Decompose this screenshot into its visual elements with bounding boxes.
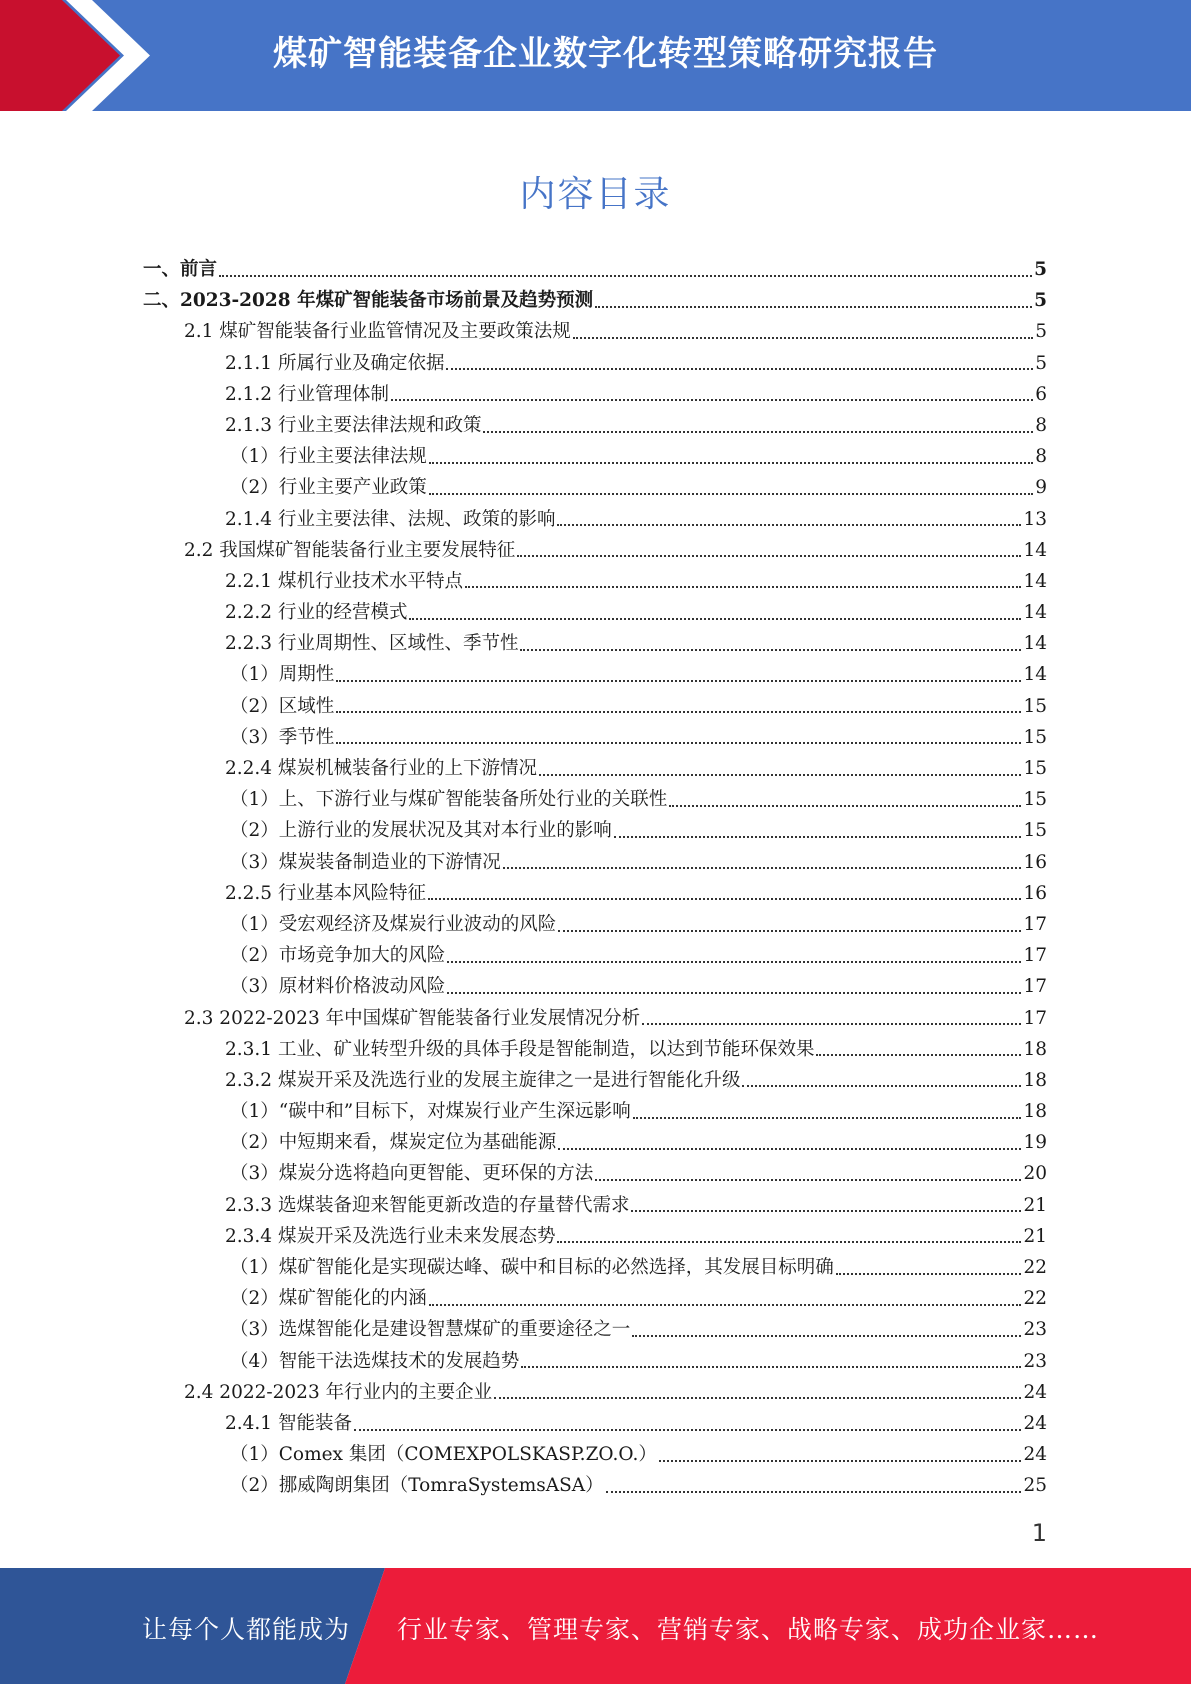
toc-entry-page: 14 — [1023, 602, 1047, 624]
toc-entry[interactable] — [143, 971, 1047, 1002]
toc-entry[interactable] — [143, 691, 1047, 722]
toc-entry-page: 5 — [1034, 290, 1047, 312]
toc-entry-page: 19 — [1023, 1132, 1047, 1154]
toc-entry[interactable] — [143, 472, 1047, 503]
toc-entry-title: 二、2023-2028 年煤矿智能装备市场前景及趋势预测 — [143, 290, 594, 312]
toc-dot-leader — [539, 774, 1021, 776]
toc-entry-title: （1）周期性 — [230, 664, 335, 686]
toc-entry-title: （1）“碳中和”目标下，对煤炭行业产生深远影响 — [230, 1101, 631, 1123]
toc-dot-leader — [573, 337, 1033, 339]
toc-entry[interactable] — [143, 1408, 1047, 1439]
toc-entry[interactable] — [143, 285, 1047, 316]
toc-entry[interactable] — [143, 1034, 1047, 1065]
toc-entry[interactable] — [143, 1096, 1047, 1127]
toc-dot-leader — [836, 1273, 1022, 1275]
toc-entry[interactable] — [143, 1377, 1047, 1408]
toc-entry-title: （3）选煤智能化是建设智慧煤矿的重要途径之一 — [230, 1319, 631, 1341]
toc-entry[interactable] — [143, 535, 1047, 566]
toc-entry-title: 2.2.3 行业周期性、区域性、季节性 — [225, 633, 519, 655]
toc-entry-title: 2.2.5 行业基本风险特征 — [225, 882, 426, 904]
toc-entry[interactable] — [143, 815, 1047, 846]
toc-entry-page: 5 — [1035, 321, 1047, 343]
toc-dot-leader — [659, 1460, 1022, 1462]
toc-entry[interactable] — [143, 753, 1047, 784]
toc-entry[interactable] — [143, 1346, 1047, 1377]
toc-dot-leader — [494, 1397, 1021, 1399]
toc-entry-title: 2.2.1 煤机行业技术水平特点 — [225, 570, 463, 592]
toc-entry-title: 2.1.1 所属行业及确定依据 — [225, 352, 445, 374]
toc-entry-title: （2）市场竞争加大的风险 — [230, 945, 446, 967]
toc-entry[interactable] — [143, 847, 1047, 878]
toc-dot-leader — [447, 992, 1021, 994]
toc-entry-title: （2）煤矿智能化的内涵 — [230, 1288, 427, 1310]
toc-dot-leader — [642, 1023, 1021, 1025]
toc-entry-page: 18 — [1023, 1101, 1047, 1123]
toc-entry-title: （1）上、下游行业与煤矿智能装备所处行业的关联性 — [230, 789, 668, 811]
toc-entry-page: 24 — [1023, 1444, 1047, 1466]
toc-entry-title: 2.1 煤矿智能装备行业监管情况及主要政策法规 — [184, 321, 571, 343]
toc-entry[interactable] — [143, 597, 1047, 628]
toc-entry-title: 2.1.4 行业主要法律、法规、政策的影响 — [225, 508, 556, 530]
toc-entry[interactable] — [143, 379, 1047, 410]
toc-entry-page: 23 — [1023, 1350, 1047, 1372]
toc-entry[interactable] — [143, 316, 1047, 347]
toc-entry[interactable] — [143, 1158, 1047, 1189]
toc-entry-page: 18 — [1023, 1069, 1047, 1091]
toc-dot-leader — [742, 1085, 1021, 1087]
toc-entry-title: （2）行业主要产业政策 — [230, 477, 427, 499]
toc-entry-page: 22 — [1023, 1288, 1047, 1310]
toc-entry-page: 15 — [1023, 726, 1047, 748]
toc-entry-title: 2.4 2022-2023 年行业内的主要企业 — [184, 1381, 493, 1403]
toc-dot-leader — [428, 898, 1021, 900]
toc-entry-page: 13 — [1023, 508, 1047, 530]
toc-dot-leader — [520, 649, 1021, 651]
toc-dot-leader — [632, 1335, 1021, 1337]
toc-entry-page: 6 — [1035, 383, 1047, 405]
toc-entry-title: （1）Comex 集团（COMEXPOLSKASP.ZO.O.） — [230, 1444, 657, 1466]
toc-dot-leader — [557, 1241, 1021, 1243]
toc-entry-page: 23 — [1023, 1319, 1047, 1341]
toc-entry-title: （3）煤炭分选将趋向更智能、更环保的方法 — [230, 1163, 594, 1185]
toc-entry[interactable] — [143, 878, 1047, 909]
toc-entry-title: 2.1.3 行业主要法律法规和政策 — [225, 414, 482, 436]
toc-entry-page: 14 — [1023, 570, 1047, 592]
toc-entry-title: 2.2.4 煤炭机械装备行业的上下游情况 — [225, 758, 537, 779]
toc-dot-leader — [558, 1148, 1021, 1150]
toc-entry-title: （1）煤矿智能化是实现碳达峰、碳中和目标的必然选择，其发展目标明确 — [230, 1257, 834, 1278]
toc-entry-page: 5 — [1035, 352, 1047, 374]
toc-dot-leader — [429, 462, 1033, 464]
toc-entry-page: 15 — [1023, 695, 1047, 717]
toc-dot-leader — [595, 1179, 1021, 1181]
toc-entry-title: 2.3.1 工业、矿业转型升级的具体手段是智能制造，以达到节能环保效果 — [225, 1038, 815, 1060]
toc-entry-title: （3）煤炭装备制造业的下游情况 — [230, 851, 501, 873]
toc-entry-page: 22 — [1023, 1257, 1047, 1278]
toc-dot-leader — [483, 431, 1033, 433]
toc-entry-page: 9 — [1035, 477, 1047, 499]
toc-entry[interactable] — [143, 1314, 1047, 1345]
toc-entry-title: （2）挪威陶朗集团（TomraSystemsASA） — [230, 1475, 604, 1497]
toc-heading: 内容目录 — [519, 174, 672, 215]
toc-dot-leader — [614, 836, 1022, 838]
toc-entry[interactable] — [143, 909, 1047, 940]
chevron-arrow-icon — [0, 0, 160, 111]
toc-dot-leader — [429, 1304, 1022, 1306]
toc-entry[interactable] — [143, 254, 1047, 285]
toc-dot-leader — [336, 680, 1021, 682]
toc-entry-page: 24 — [1023, 1381, 1047, 1403]
toc-dot-leader — [558, 930, 1021, 932]
toc-dot-leader — [336, 711, 1021, 713]
toc-dot-leader — [557, 524, 1021, 526]
toc-entry-page: 14 — [1023, 633, 1047, 655]
toc-entry[interactable] — [143, 1439, 1047, 1470]
toc-entry-page: 8 — [1035, 414, 1047, 436]
footer-slogan-right: 行业专家、管理专家、营销专家、战略专家、成功企业家…… — [397, 1615, 1100, 1644]
toc-entry[interactable] — [143, 659, 1047, 690]
toc-entry-title: 2.3.3 选煤装备迎来智能更新改造的存量替代需求 — [225, 1194, 630, 1216]
toc-dot-leader — [633, 1117, 1022, 1119]
toc-entry-page: 17 — [1023, 913, 1047, 935]
report-title: 煤矿智能装备企业数字化转型策略研究报告 — [273, 34, 938, 74]
toc-entry-title: （1）行业主要法律法规 — [230, 446, 427, 468]
toc-entry[interactable] — [143, 1127, 1047, 1158]
toc-entry[interactable] — [143, 410, 1047, 441]
toc-dot-leader — [391, 399, 1033, 401]
toc-dot-leader — [219, 275, 1032, 277]
toc-entry-page: 25 — [1023, 1475, 1047, 1497]
toc-entry[interactable] — [143, 441, 1047, 472]
toc-entry-title: 一、前言 — [143, 259, 218, 280]
toc-entry-page: 16 — [1023, 851, 1047, 873]
toc-entry-page: 15 — [1023, 820, 1047, 842]
toc-entry-title: （2）中短期来看，煤炭定位为基础能源 — [230, 1132, 557, 1154]
toc-entry-title: （3）原材料价格波动风险 — [230, 976, 446, 998]
toc-entry[interactable] — [143, 1470, 1047, 1501]
toc-entry[interactable] — [143, 722, 1047, 753]
toc-entry-page: 21 — [1023, 1225, 1047, 1247]
footer-banner — [0, 1568, 1191, 1684]
toc-entry[interactable] — [143, 940, 1047, 971]
toc-entry[interactable] — [143, 628, 1047, 659]
toc-entry[interactable] — [143, 784, 1047, 815]
toc-dot-leader — [595, 306, 1032, 308]
toc-entry-page: 17 — [1023, 1007, 1047, 1029]
page-number: 1 — [1031, 1519, 1047, 1547]
toc-entry[interactable] — [143, 1190, 1047, 1221]
table-of-contents — [143, 254, 1047, 1502]
toc-entry-page: 14 — [1023, 664, 1047, 686]
footer-slogan-left: 让每个人都能成为 — [142, 1615, 351, 1644]
toc-dot-leader — [465, 586, 1021, 588]
toc-entry-page: 15 — [1023, 758, 1047, 779]
toc-entry-title: （2）上游行业的发展状况及其对本行业的影响 — [230, 820, 612, 842]
toc-dot-leader — [503, 867, 1022, 869]
toc-entry-page: 15 — [1023, 789, 1047, 811]
toc-dot-leader — [816, 1054, 1021, 1056]
toc-entry[interactable] — [143, 504, 1047, 535]
toc-dot-leader — [631, 1210, 1021, 1212]
toc-dot-leader — [354, 1429, 1022, 1431]
toc-entry-page: 20 — [1023, 1163, 1047, 1185]
toc-entry-title: 2.4.1 智能装备 — [225, 1412, 352, 1434]
toc-entry-title: （3）季节性 — [230, 726, 335, 748]
toc-entry[interactable] — [143, 1003, 1047, 1034]
toc-entry-title: （1）受宏观经济及煤炭行业波动的风险 — [230, 913, 557, 935]
toc-entry[interactable] — [143, 1252, 1047, 1283]
toc-dot-leader — [521, 1366, 1021, 1368]
header-banner — [0, 0, 1191, 111]
toc-entry-title: （2）区域性 — [230, 695, 335, 717]
toc-entry-title: 2.3 2022-2023 年中国煤矿智能装备行业发展情况分析 — [184, 1007, 641, 1029]
toc-dot-leader — [446, 368, 1033, 370]
toc-entry-title: 2.3.4 煤炭开采及洗选行业未来发展态势 — [225, 1225, 556, 1247]
toc-entry-title: 2.3.2 煤炭开采及洗选行业的发展主旋律之一是进行智能化升级 — [225, 1069, 741, 1091]
toc-entry-page: 18 — [1023, 1038, 1047, 1060]
toc-entry[interactable] — [143, 1221, 1047, 1252]
toc-entry[interactable] — [143, 1065, 1047, 1096]
toc-dot-leader — [429, 493, 1033, 495]
toc-entry-title: 2.2 我国煤矿智能装备行业主要发展特征 — [184, 539, 516, 561]
toc-entry[interactable] — [143, 566, 1047, 597]
toc-dot-leader — [409, 618, 1021, 620]
toc-entry-page: 5 — [1034, 259, 1047, 280]
toc-entry-page: 16 — [1023, 882, 1047, 904]
toc-dot-leader — [606, 1491, 1022, 1493]
toc-entry-page: 8 — [1035, 446, 1047, 468]
toc-entry[interactable] — [143, 348, 1047, 379]
toc-dot-leader — [517, 555, 1021, 557]
toc-entry-page: 21 — [1023, 1194, 1047, 1216]
toc-entry-title: 2.2.2 行业的经营模式 — [225, 602, 408, 624]
toc-dot-leader — [447, 961, 1021, 963]
toc-entry-page: 17 — [1023, 945, 1047, 967]
toc-entry-page: 17 — [1023, 976, 1047, 998]
toc-dot-leader — [336, 742, 1021, 744]
toc-entry-title: 2.1.2 行业管理体制 — [225, 383, 389, 405]
toc-entry-page: 14 — [1023, 539, 1047, 561]
toc-dot-leader — [669, 805, 1021, 807]
toc-entry-title: （4）智能干法选煤技术的发展趋势 — [230, 1350, 520, 1372]
toc-entry[interactable] — [143, 1283, 1047, 1314]
toc-entry-page: 24 — [1023, 1412, 1047, 1434]
